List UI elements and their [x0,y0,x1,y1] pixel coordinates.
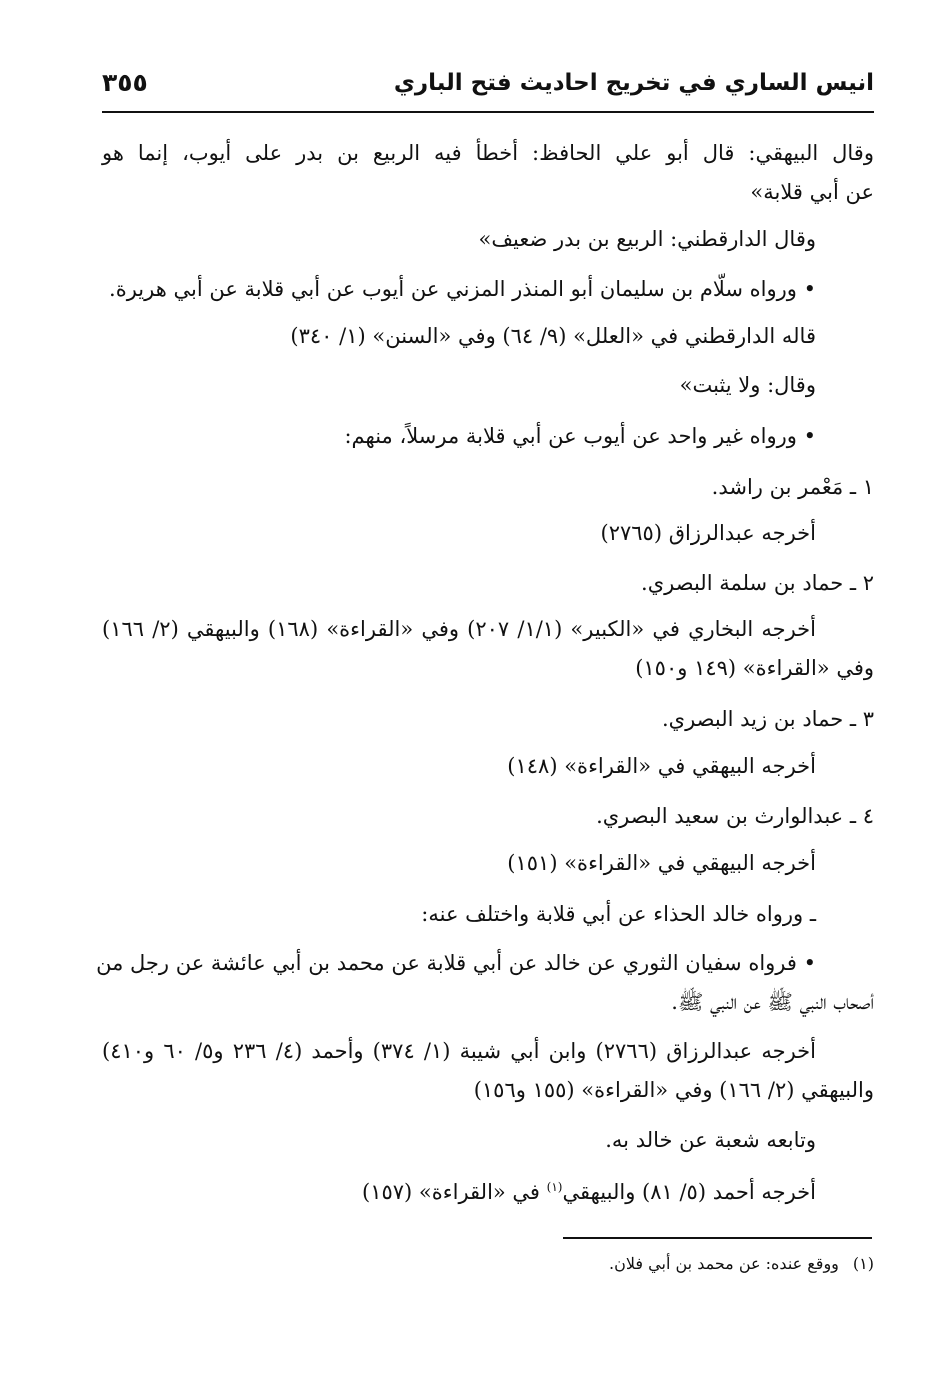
text-line: عن أبي قلابة» [750,180,874,204]
text-line: • ورواه سلّام بن سليمان أبو المنذر المزني عن أيوب عن أبي قلابة عن أبي هريرة. [109,277,816,301]
text-line: وتابعه شعبة عن خالد به. [605,1128,816,1152]
text-line: وفي «القراءة» (١٤٩ و١٥٠) [635,656,874,680]
text-line: وقال: ولا يثبت» [679,373,816,397]
text-line: وقال الدارقطني: الربيع بن بدر ضعيف» [478,227,816,251]
page-header [102,70,874,104]
text-line: أخرجه عبدالرزاق (٢٧٦٥) [600,521,816,545]
numbered-item: ٣ ـ حماد بن زيد البصري. [661,707,874,731]
text-line: • ورواه غير واحد عن أيوب عن أبي قلابة مرسلاً، منهم: [344,424,816,448]
text-segment: في «القراءة» (١٥٧) [361,1180,547,1204]
text-line: قاله الدارقطني في «العلل» (٩/ ٦٤) وفي «السنن» (١/ ٣٤٠) [290,324,816,348]
numbered-item: ٢ ـ حماد بن سلمة البصري. [641,571,874,595]
text-line: أخرجه البيهقي في «القراءة» (١٥١) [507,851,816,875]
footnote [609,1252,874,1276]
numbered-item: ١ ـ مَعْمر بن راشد. [711,475,874,499]
text-line: أخرجه عبدالرزاق (٢٧٦٦) وابن أبي شيبة (١/ ٣٧٤) وأحمد (٤/ ٢٣٦ و٥/ ٦٠ و٤١٠) [102,1039,816,1063]
footnote-text: ووقع عنده: عن محمد بن أبي فلان. [609,1254,839,1273]
text-line: • فرواه سفيان الثوري عن خالد عن أبي قلابة عن محمد بن أبي عائشة عن رجل من [96,951,816,975]
text-line: أصحاب النبي ﷺ عن النبي ﷺ. [671,990,874,1014]
text-line [362,1172,816,1207]
text-line: أخرجه البخاري في «الكبير» (١/١/ ٢٠٧) وفي «القراءة» (١٦٨) والبيهقي (٢/ ١٦٦) [102,617,816,641]
text-line: أخرجه البيهقي في «القراءة» (١٤٨) [507,754,816,778]
header-rule [102,111,874,113]
page-number: ٣٥٥ [102,68,148,97]
text-segment: أخرجه أحمد (٥/ ٨١) والبيهقي [562,1180,816,1204]
text-line: والبيهقي (٢/ ١٦٦) وفي «القراءة» (١٥٥ و١٥٦) [473,1078,874,1102]
running-title: انيس الساري في تخريج احاديث فتح الباري [393,70,874,96]
footnote-rule [563,1237,872,1239]
footnote-reference: (١) [546,1180,563,1194]
text-line: وقال البيهقي: قال أبو علي الحافظ: أخطأ فيه الربيع بن بدر على أيوب، إنما هو [102,141,874,165]
footnote-number: (١) [852,1254,874,1273]
text-line: ـ ورواه خالد الحذاء عن أبي قلابة واختلف عنه: [421,902,816,926]
numbered-item: ٤ ـ عبدالوارث بن سعيد البصري. [596,804,874,828]
